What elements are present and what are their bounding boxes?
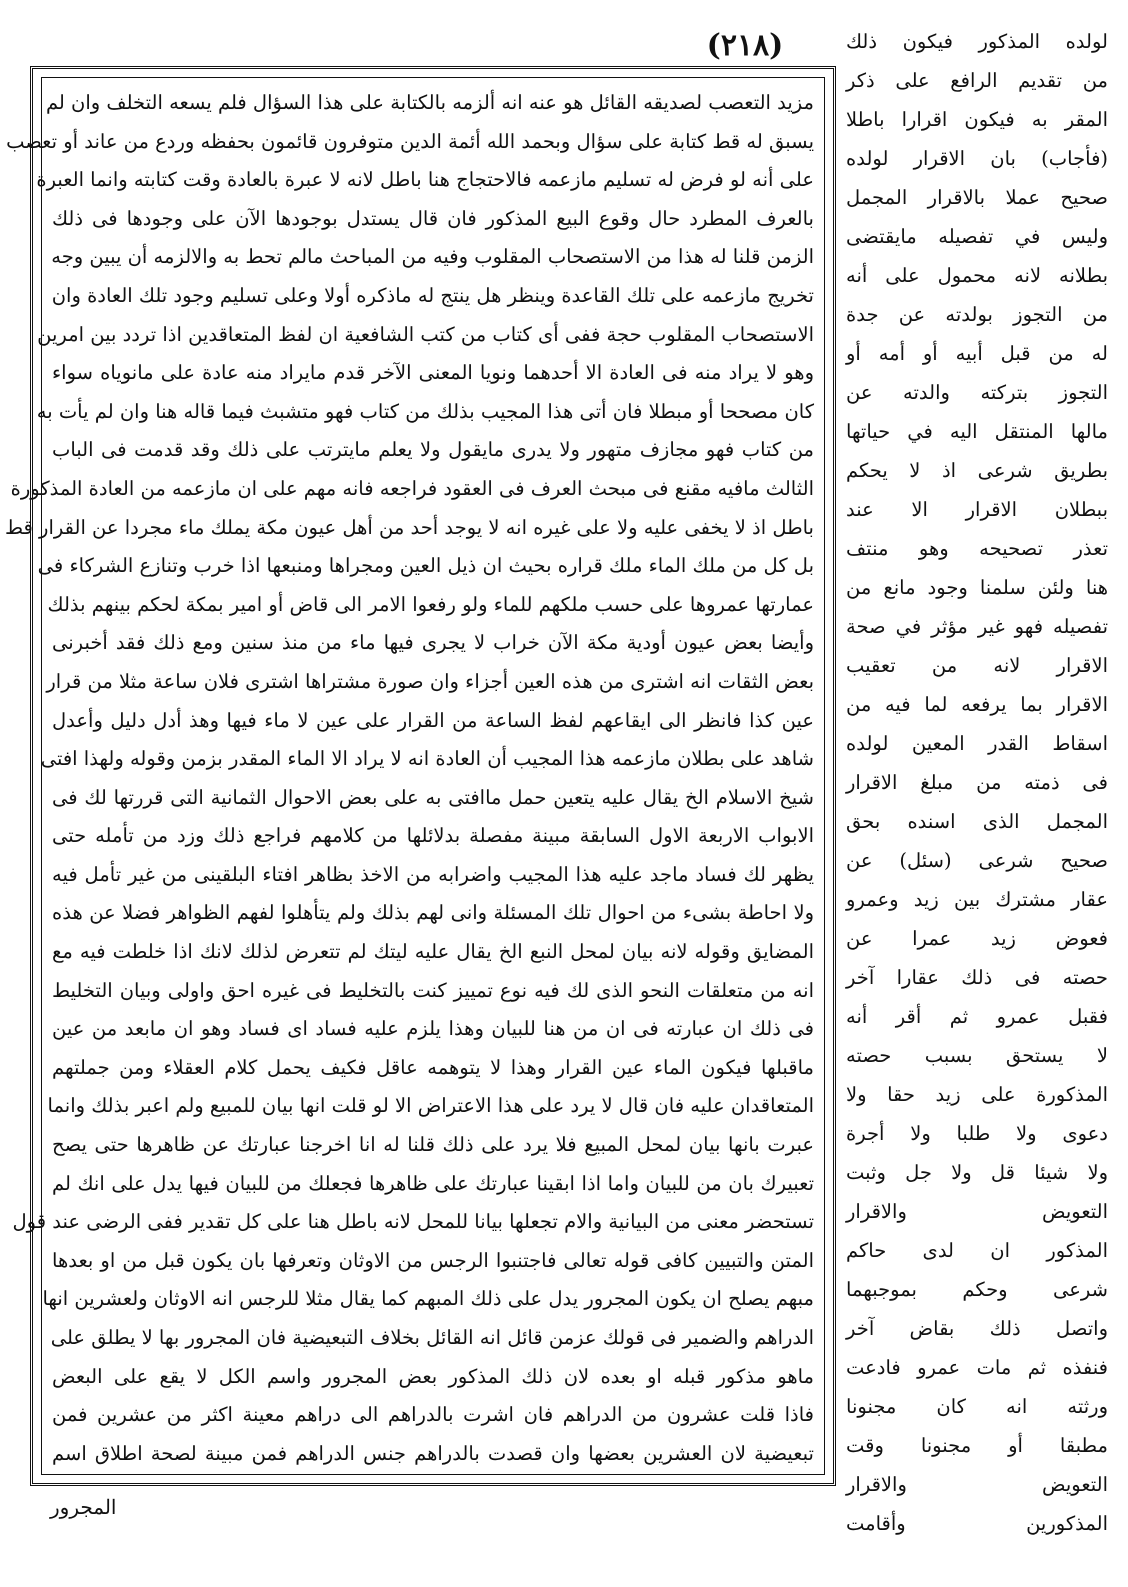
margin-text-line: بطلانه لانه محمول على أنه [846,264,1108,287]
margin-text-line: بطريق شرعى اذ لا يحكم [846,459,1108,482]
main-text-line: كان مصححا أو مبطلا فان أتى هذا المجيب بذلك من كتاب فهو متشبث فيما قاله هنا وان لم يأت به [36,399,814,423]
main-text-line: عين كذا فانظر الى ايقاعهم لفظ الساعة من القرار على عين لا ماء فيها وهذ أدل دليل وأعدل [52,708,814,732]
margin-commentary [846,22,1108,1535]
margin-text-line: شرعى وحكم بموجبهما [846,1278,1108,1301]
margin-text-line: المقر به فيكون اقرارا باطلا [846,108,1108,131]
margin-text-line: دعوى ولا طلبا ولا أجرة [846,1122,1108,1145]
main-text-line: المتن والتبيين كافى قوله تعالى فاجتنبوا الرجس من الاوثان وتعرفها بان يكون قبل من او بعدها [52,1248,814,1272]
margin-text-line: فنفذه ثم مات عمرو فادعت [846,1356,1108,1379]
main-text-line: بالعرف المطرد حال وقوع البيع المذكور فان قال يستدل بوجودها الآن على وجودها فى ذلك [52,206,814,230]
margin-text-line: فقبل عمرو ثم أقر أنه [846,1005,1108,1028]
margin-text-line: واتصل ذلك بقاض آخر [846,1317,1108,1340]
margin-text-line: ببطلان الاقرار الا عند [846,498,1108,521]
margin-text-line: مطبقا أو مجنونا وقت [846,1434,1108,1457]
main-text-line: فى ذلك ان عبارته فى ان من هنا للبيان وهذا يلزم عليه فساد اى فساد وهو ان مابعد من عين [52,1017,814,1041]
margin-text-line: ولا شيئا قل ولا جل وثبت [846,1161,1108,1184]
margin-text-line: التعويض والاقرار [846,1473,1108,1496]
margin-text-line: عقار مشترك بين زيد وعمرو [846,888,1108,911]
main-text-line: ماقبلها فيكون الماء عين القرار وهذا لا يتوهمه عاقل فكيف يحمل كلام العقلاء ومن جملتهم [52,1055,814,1079]
main-text-line: تعبيرك بان من للبيان واما اذا ابقينا عبارتك على ظاهرها فجعلك من للبيان فيها يدل على انك لم [52,1171,814,1195]
margin-text-line: حصته فى ذلك عقارا آخر [846,966,1108,989]
margin-text-line: المذكورة على زيد حقا ولا [846,1083,1108,1106]
margin-text-line: من التجوز بولدته عن جدة [846,303,1108,326]
main-text-line: عمارتها عمروها على حسب ملكهم للماء ولو رفعوا الامر الى قاض أو امير بمكة لحكم بينهم بذلك [47,592,814,616]
main-text-line: ماهو مذكور قبله او بعده لان ذلك المذكور بعض المجرور واسم الكل لا يقع على البعض [52,1364,814,1388]
main-text-line: الابواب الاربعة الاول السابقة مبينة مفصلة بدلائلها من كلامهم فراجع ذلك وزد من تأمله حتى [52,824,814,848]
page-number: (٢١٨) [706,28,784,63]
margin-text-line: صحيح عملا بالاقرار المجمل [846,186,1108,209]
main-text-line: بل كل من ملك الماء ملك قراره بحيث ان ذيل العين ومجراها ومنبعها اذا خرب وتنازع الشركاء فى [37,554,814,578]
main-text-line: المتعاقدان عليه فان قال لا يرد على هذا الاعتراض الا لو قلت انها بيان للمبيع ولم اعبر بذلك وانما [47,1094,814,1118]
main-text-line: على أنه لو فرض له تسليم مازعمه فالاحتجاج هنا باطل لانه لا عبرة بالعادة وقت كتابته وانما العبرة [36,168,814,192]
main-text-line: الاستصحاب المقلوب حجة ففى أى كتاب من كتب الشافعية ان لفظ المتعاقدين اذا تردد بين امرين [37,322,814,346]
margin-text-line: الاقرار بما يرفعه لما فيه من [846,693,1108,716]
margin-text-line: وليس في تفصيله مايقتضى [846,225,1108,248]
main-text-line: المضايق وقوله لانه بيان لمحل النبع الخ يقال عليه ليتك لم تتعرض لذلك لانك اذا خلطت فيه مع [52,940,814,964]
main-text-line: الثالث مافيه مقنع فى مبحث العرف فى العقود فراجعه فانه مهم على ان مازعمه من العادة المذكورة [10,476,814,500]
main-text-body [5,77,825,1475]
margin-text-line: (فأجاب) بان الاقرار لولده [846,147,1108,170]
main-text-line: بعض الثقات انه اشترى من هذه العين أجزاء وان صورة مشتراها اشترى فلان ساعة مثلا من قرار [46,669,814,693]
main-text-line: مزيد التعصب لصديقه القائل هو عنه انه ألزمه بالكتابة على هذا السؤال فلم يسعه التخلف وان لم [45,91,814,114]
main-text-line: فاذا قلت عشرون من الدراهم فان اشرت بالدراهم الى دراهم معينة اكثر من عشرين فمن [52,1403,814,1427]
margin-text-line: فى ذمته من مبلغ الاقرار [846,771,1108,794]
main-text-line: شاهد على بطلان مازعمه هذا المجيب أن العادة انه لا يراد الا الماء المقدر بزمن وقوله ولهذا افتى [40,747,814,771]
margin-text-line: من تقديم الرافع على ذكر [846,69,1108,92]
main-text-line: يسبق له قط كتابة على سؤال وبحمد الله أئمة الدين متوفرون قائمون بحفظه وردع من عاند أو تعصب [6,129,814,153]
margin-text-line: التجوز بتركته والدته عن [846,381,1108,404]
main-text-line: من كتاب فهو مجازف متهور ولا يدرى مايقول ولا يعلم مايترتب على ذلك وقد قدمت فى الباب [52,438,814,462]
margin-text-line: لا يستحق بسبب حصته [846,1044,1108,1067]
main-text-frame [5,66,836,1486]
main-text-line: باطل اذ لا يخفى عليه ولا على غيره انه لا يوجد أحد من أهل عيون مكة يملك ماء مجردا عن القرار قط [5,515,814,539]
main-text-line: مبهم يصلح ان يكون المجرور يدل على ذلك المبهم كما يقال مثلا للرجس انه الاوثان ولعشرين انها [42,1287,814,1311]
margin-text-line: تفصيله فهو غير مؤثر في صحة [846,615,1108,638]
main-text-line: وهو لا يراد منه فى العادة الا أحدهما ونويا المعنى الآخر قدم مايراد منه عادة على مانوياه سواء [52,361,814,385]
margin-text-line: هنا ولئن سلمنا وجود مانع من [846,576,1108,599]
margin-text-line: مالها المنتقل اليه في حياتها [846,420,1108,443]
main-text-line: الزمن قلنا له هذا من الاستصحاب المقلوب وفيه من المباحث مالم تحط به والالزمه أن يبين وجه [51,245,814,269]
margin-text-line: له من قبل أبيه أو أمه أو [846,342,1108,365]
margin-text-line: لولده المذكور فيكون ذلك [846,30,1108,53]
margin-text-line: صحيح شرعى (سئل) عن [846,849,1108,872]
margin-text-line: الاقرار لانه من تعقيب [846,654,1108,677]
main-text-line: ولا احاطة بشىء من احوال تلك المسئلة وانى لهم بذلك ولم يتأهلوا لفهم الظواهر فضلا عن هذه [52,901,814,925]
main-text-line: تخريج مازعمه على تلك القاعدة وينظر هل ينتج له ماذكره أولا وعلى تسليم وجود تلك العادة وان [51,283,814,307]
margin-text-line: فعوض زيد عمرا عن [846,927,1108,950]
margin-text-line: تعذر تصحيحه وهو منتف [846,537,1108,560]
main-text-line: تستحضر معنى من البيانية والام تجعلها بيانا للمحل لانه باطل هنا على كل تقدير ففى الرضى عند قول [12,1210,814,1234]
main-text-line: تبعيضية لان العشرين بعضها وان قصدت بالدراهم جنس الدراهم فمن مبينة لصحة اطلاق اسم [52,1441,814,1465]
margin-text-line: اسقاط القدر المعين لولده [846,732,1108,755]
main-text-line: يظهر لك فساد ماجد عليه هذا المجيب واضرابه من الاخذ بظاهر افتاء البلقينى من غير تأمل فيه [52,862,814,886]
main-text-line: انه من متعلقات النحو الذى لك فيه نوع تمييز كنت بالتخليط فى غيره احق واولى وبيان التخليط [52,978,814,1002]
margin-text-line: التعويض والاقرار [846,1200,1108,1223]
catchword: المجرور [50,1495,117,1519]
margin-text-line: المذكور ان لدى حاكم [846,1239,1108,1262]
main-text-line: شيخ الاسلام الخ يقال عليه يتعين حمل ماافتى به على بعض الاحوال الثمانية التى قررتها لك فى [52,785,814,809]
margin-text-line: المجمل الذى اسنده بحق [846,810,1108,833]
main-text-line: الدراهم والضمير فى قولك عزمن قائل انه القائل بخلاف التبعيضية فان المجرور بها لا يطلق على [50,1326,814,1349]
main-text-line: عبرت بانها بيان لمحل المبيع فلا يرد على ذلك قلنا له انا اخرجنا عبارتك عن ظاهرها حتى يصح [52,1133,814,1157]
main-text-line: وأيضا بعض عيون أودية مكة الآن خراب لا يجرى فيها ماء من منذ سنين ومع ذلك فقد أخبرنى [52,631,814,655]
margin-text-line: ورثته انه كان مجنونا [846,1395,1108,1418]
margin-text-line: المذكورين وأقامت [846,1512,1108,1535]
